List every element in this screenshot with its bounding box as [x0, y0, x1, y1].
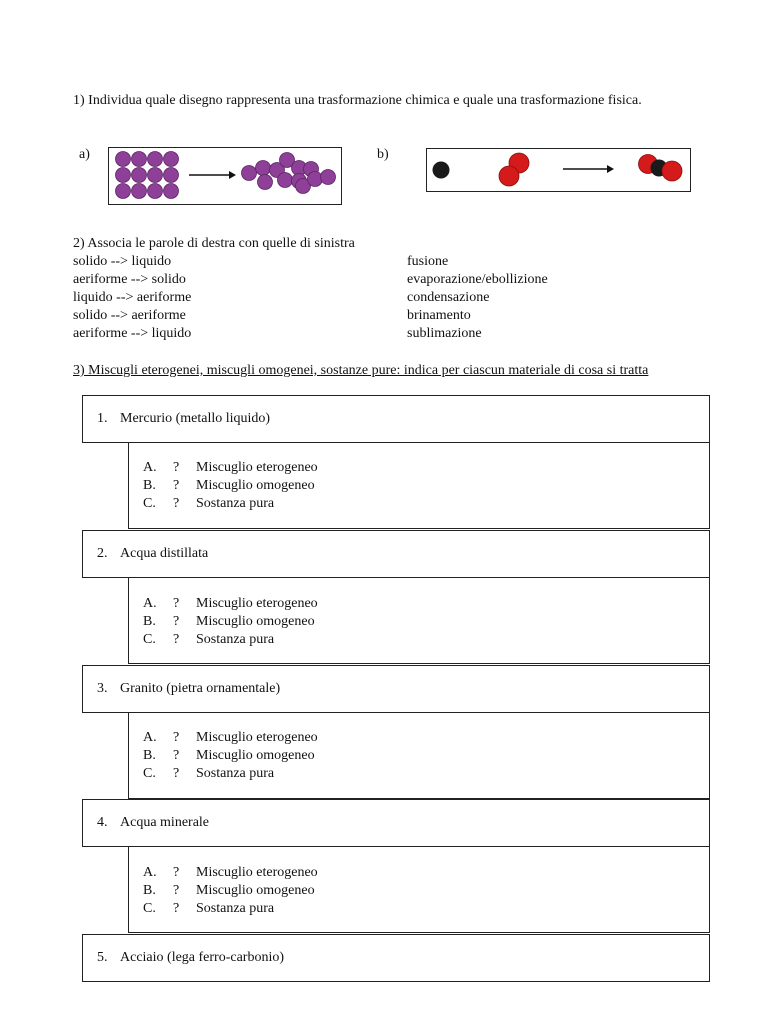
arrow-icon [189, 171, 236, 179]
answer-checkbox: ? [173, 748, 180, 763]
answer-checkbox: ? [173, 460, 180, 475]
figure-a-scattered-particles [242, 153, 336, 194]
answer-checkbox: ? [173, 632, 180, 647]
answer-checkbox: ? [173, 596, 180, 611]
particle [258, 175, 273, 190]
answer-checkbox: ? [173, 883, 180, 898]
option-c[interactable]: C. ? Sostanza pura [143, 632, 275, 647]
question-item [82, 395, 710, 443]
particle [116, 184, 131, 199]
q2-left-item: solido --> liquido [73, 254, 172, 269]
item-text: Acqua minerale [120, 815, 210, 830]
particle [148, 168, 163, 183]
question-item [82, 934, 710, 982]
item-text: Acqua distillata [120, 546, 209, 561]
item-text: Granito (pietra ornamentale) [120, 681, 281, 696]
option-b[interactable]: B. ? Miscuglio omogeneo [143, 883, 315, 898]
particle [116, 152, 131, 167]
particle [164, 184, 179, 199]
figure-b [426, 148, 691, 192]
option-a[interactable]: A. ? Miscuglio eterogeneo [143, 596, 318, 611]
option-a[interactable]: A. ? Miscuglio eterogeneo [143, 460, 318, 475]
q2-right-item: condensazione [407, 290, 490, 305]
figure-a-label: a) [79, 147, 90, 162]
q2-right-item: fusione [407, 254, 449, 269]
option-a[interactable]: A. ? Miscuglio eterogeneo [143, 865, 318, 880]
item-number: 3. [97, 681, 108, 696]
item-text: Acciaio (lega ferro-carbonio) [120, 950, 285, 965]
oxygen-atom [662, 161, 682, 181]
option-c[interactable]: C. ? Sostanza pura [143, 901, 275, 916]
answer-checkbox: ? [173, 730, 180, 745]
item-number: 4. [97, 815, 108, 830]
options-box [128, 443, 710, 529]
item-number: 2. [97, 546, 108, 561]
item-text: Mercurio (metallo liquido) [120, 411, 271, 426]
carbon-atom [433, 162, 450, 179]
answer-checkbox: ? [173, 766, 180, 781]
answer-checkbox: ? [173, 901, 180, 916]
particle [148, 184, 163, 199]
option-c[interactable]: C. ? Sostanza pura [143, 766, 275, 781]
particle [148, 152, 163, 167]
q2-title: 2) Associa le parole di destra con quelle di sinistra [73, 236, 355, 251]
answer-checkbox: ? [173, 478, 180, 493]
particle [308, 172, 323, 187]
oxygen-atom [499, 166, 519, 186]
figure-a [108, 147, 342, 205]
particle [256, 161, 271, 176]
q2-right-item: brinamento [407, 308, 471, 323]
particle [321, 170, 336, 185]
q2-right-item: sublimazione [407, 326, 482, 341]
arrow-icon [563, 165, 614, 173]
particle [132, 168, 147, 183]
answer-checkbox: ? [173, 496, 180, 511]
option-b[interactable]: B. ? Miscuglio omogeneo [143, 748, 315, 763]
particle [242, 166, 257, 181]
figure-a-drawing [109, 148, 341, 204]
options-box [128, 578, 710, 664]
item-number: 1. [97, 411, 108, 426]
option-c[interactable]: C. ? Sostanza pura [143, 496, 275, 511]
particle [116, 168, 131, 183]
q2-right-item: evaporazione/ebollizione [407, 272, 548, 287]
question-item [82, 799, 710, 847]
question-item [82, 665, 710, 713]
particle [132, 184, 147, 199]
option-b[interactable]: B. ? Miscuglio omogeneo [143, 478, 315, 493]
options-box [128, 847, 710, 933]
q2-left-item: solido --> aeriforme [73, 308, 186, 323]
figure-a-grid-particles [116, 152, 179, 199]
particle [278, 173, 293, 188]
particle [164, 152, 179, 167]
figure-b-label: b) [377, 147, 389, 162]
question-item [82, 530, 710, 578]
option-a[interactable]: A. ? Miscuglio eterogeneo [143, 730, 318, 745]
q2-left-item: aeriforme --> liquido [73, 326, 192, 341]
q2-left-item: aeriforme --> solido [73, 272, 186, 287]
figure-b-drawing [427, 149, 690, 191]
particle [132, 152, 147, 167]
q3-title: 3) Miscugli eterogenei, miscugli omogenei, sostanze pure: indica per ciascun materiale di cosa si tratta [73, 363, 649, 378]
particle [164, 168, 179, 183]
item-number: 5. [97, 950, 108, 965]
options-box [128, 713, 710, 799]
q2-left-item: liquido --> aeriforme [73, 290, 192, 305]
option-b[interactable]: B. ? Miscuglio omogeneo [143, 614, 315, 629]
answer-checkbox: ? [173, 614, 180, 629]
answer-checkbox: ? [173, 865, 180, 880]
q1-title: 1) Individua quale disegno rappresenta una trasformazione chimica e quale una trasformazione fisica. [73, 93, 642, 108]
